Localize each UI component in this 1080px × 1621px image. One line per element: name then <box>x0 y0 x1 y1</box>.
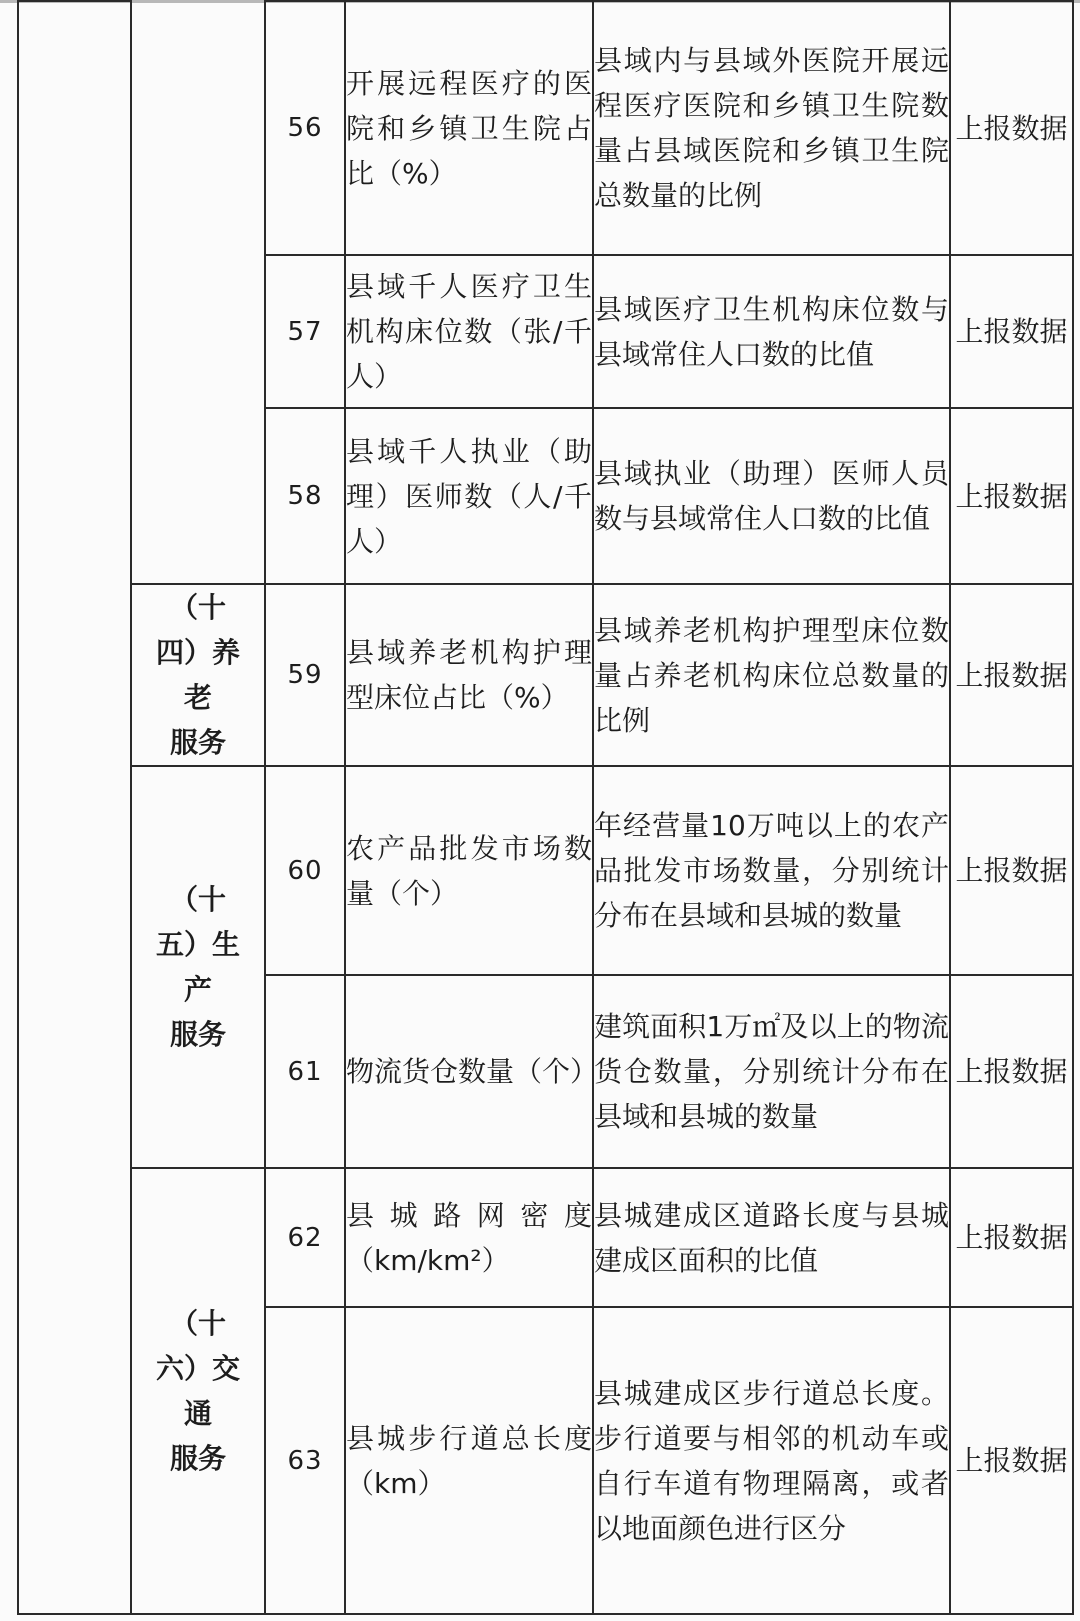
data-source: 上报数据 <box>950 975 1073 1168</box>
indicator-definition: 县域医疗卫生机构床位数与县域常住人口数的比值 <box>593 255 950 408</box>
data-source: 上报数据 <box>950 1168 1073 1307</box>
indicator-definition: 县域内与县域外医院开展远程医疗医院和乡镇卫生院数量占县域医院和乡镇卫生院总数量的比例 <box>593 1 950 255</box>
category-transport-services <box>131 1168 265 1614</box>
category-line: 老 <box>183 681 212 714</box>
indicator-definition: 年经营量10万吨以上的农产品批发市场数量，分别统计分布在县域和县城的数量 <box>593 766 950 975</box>
table-row <box>18 766 1073 975</box>
data-source: 上报数据 <box>950 766 1073 975</box>
indicator-number: 56 <box>265 1 345 255</box>
category-line: 四）养 <box>155 636 240 669</box>
indicator-name: 农产品批发市场数量（个） <box>345 766 593 975</box>
category-production-services <box>131 766 265 1168</box>
indicator-number: 59 <box>265 584 345 766</box>
indicator-number: 57 <box>265 255 345 408</box>
indicator-number: 61 <box>265 975 345 1168</box>
category-line: 五）生 <box>155 928 240 961</box>
table-row <box>18 584 1073 766</box>
category-line: 通 <box>183 1397 212 1430</box>
indicator-definition: 县域养老机构护理型床位数量占养老机构床位总数量的比例 <box>593 584 950 766</box>
indicator-number: 63 <box>265 1307 345 1614</box>
category-line: （十 <box>169 591 226 624</box>
category-cell-continued <box>131 1 265 584</box>
table-row <box>18 1 1073 255</box>
indicator-name: 物流货仓数量（个） <box>345 975 593 1168</box>
category-elderly-services <box>131 584 265 766</box>
data-source: 上报数据 <box>950 408 1073 584</box>
indicator-name: 县域千人执业（助理）医师数（人/千人） <box>345 408 593 584</box>
indicator-definition: 建筑面积1万㎡及以上的物流货仓数量，分别统计分布在县域和县城的数量 <box>593 975 950 1168</box>
indicator-name: 县城路网密度（km/km²） <box>345 1168 593 1307</box>
indicator-definition: 县城建成区道路长度与县城建成区面积的比值 <box>593 1168 950 1307</box>
category-line: （十 <box>169 883 226 916</box>
indicator-name: 县城步行道总长度（km） <box>345 1307 593 1614</box>
category-line: 服务 <box>169 1018 226 1051</box>
indicator-definition: 县城建成区步行道总长度。步行道要与相邻的机动车或自行车道有物理隔离，或者以地面颜色进行区分 <box>593 1307 950 1614</box>
category-line: 服务 <box>169 726 226 759</box>
domain-cell <box>18 1 131 1614</box>
indicator-name: 县域养老机构护理型床位占比（%） <box>345 584 593 766</box>
data-source: 上报数据 <box>950 584 1073 766</box>
data-source: 上报数据 <box>950 1307 1073 1614</box>
indicator-table <box>17 0 1074 1615</box>
category-line: （十 <box>169 1307 226 1340</box>
indicator-name: 开展远程医疗的医院和乡镇卫生院占比（%） <box>345 1 593 255</box>
indicator-definition: 县域执业（助理）医师人员数与县域常住人口数的比值 <box>593 408 950 584</box>
indicator-number: 58 <box>265 408 345 584</box>
indicator-number: 62 <box>265 1168 345 1307</box>
table-row <box>18 1168 1073 1307</box>
category-line: 服务 <box>169 1442 226 1475</box>
indicator-name: 县域千人医疗卫生机构床位数（张/千人） <box>345 255 593 408</box>
indicator-number: 60 <box>265 766 345 975</box>
data-source: 上报数据 <box>950 255 1073 408</box>
data-source: 上报数据 <box>950 1 1073 255</box>
category-line: 六）交 <box>155 1352 240 1385</box>
category-line: 产 <box>183 973 212 1006</box>
